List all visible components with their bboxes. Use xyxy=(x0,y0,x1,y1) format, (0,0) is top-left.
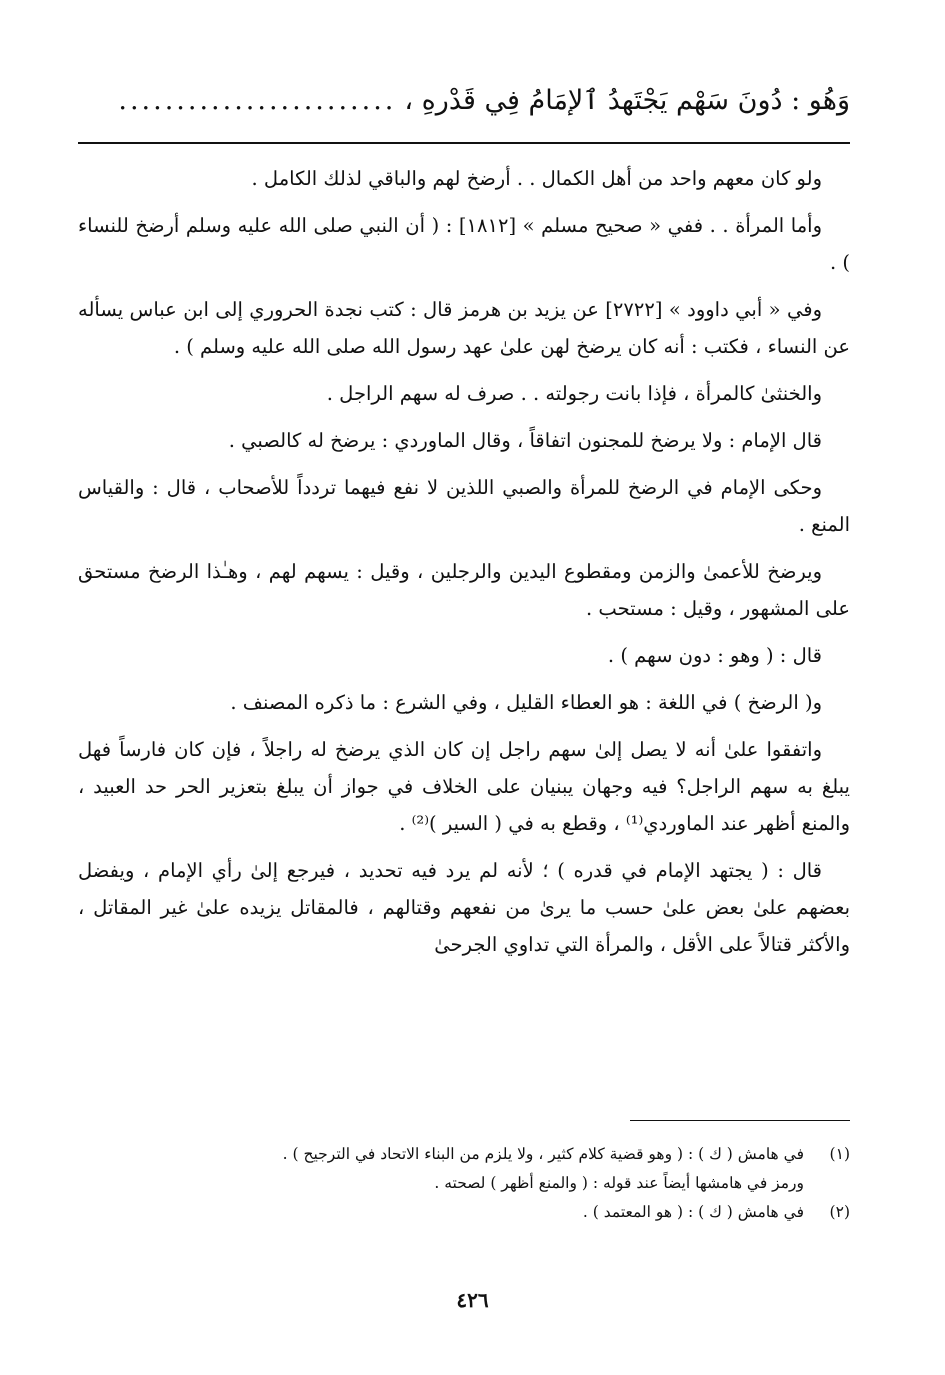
main-text xyxy=(78,160,850,973)
running-header-dots: ........................ xyxy=(118,85,397,116)
paragraph: ولو كان معهم واحد من أهل الكمال . . أرضخ لهم والباقي لذلك الكامل . xyxy=(251,167,822,190)
paragraph: ويرضخ للأعمىٰ والزمن ومقطوع اليدين والرجلين ، وقيل : يسهم لهم ، وهـٰذا الرضخ مستحق على المشهور ، وقيل : مستحب . xyxy=(78,560,850,620)
paragraph: و( الرضخ ) في اللغة : هو العطاء القليل ، وفي الشرع : ما ذكره المصنف . xyxy=(230,691,822,714)
paragraph: وحكى الإمام في الرضخ للمرأة والصبي اللذين لا نفع فيهما تردداً للأصحاب ، قال : والقياس المنع . xyxy=(78,476,850,536)
paragraph: قال الإمام : ولا يرضخ للمجنون اتفاقاً ، وقال الماوردي : يرضخ له كالصبي . xyxy=(228,429,822,452)
paragraph: واتفقوا علىٰ أنه لا يصل إلىٰ سهم راجل إن كان الذي يرضخ له راجلاً ، فإن كان فارساً فهل يبلغ به سهم الراجل؟ فيه وجهان يبنيان على الخلاف في جواز أن يبلغ بتعزير الحر حد العبيد ، والمنع أظهر عند الماوردي⁽¹⁾ ، وقطع به في ( السير )⁽²⁾ . xyxy=(78,738,850,835)
footnote-number: (١) xyxy=(829,1145,850,1163)
paragraph: وأما المرأة . . ففي « صحيح مسلم » [١٨١٢] : ( أن النبي صلى الله عليه وسلم أرضخ للنساء ) . xyxy=(78,214,850,274)
paragraph: قال : ( وهو : دون سهم ) . xyxy=(607,644,822,667)
footnote-text: في هامش ( ك ) : ( هو المعتمد ) . xyxy=(582,1203,804,1221)
running-header-title: وَهُو : دُونَ سَهْمٍ يَجْتَهِدُ ٱلإِمَامُ فِي قَدْرِهِ ، xyxy=(404,85,850,116)
footnote-rule xyxy=(630,1120,850,1121)
header-rule xyxy=(78,142,850,144)
paragraph: قال : ( يجتهد الإمام في قدره ) ؛ لأنه لم يرد فيه تحديد ، فيرجع إلىٰ رأي الإمام ، ويفضل بعضهم علىٰ بعض علىٰ حسب ما يرىٰ من نفعهم وقتالهم ، فالمقاتل يزيده علىٰ غير المقاتل ، والأكثر قتالاً على الأقل ، والمرأة التي تداوي الجرحىٰ xyxy=(78,859,850,956)
page-number: ٤٢٦ xyxy=(456,1288,489,1312)
footnote xyxy=(140,1198,850,1227)
footnote-number: (٢) xyxy=(829,1203,850,1221)
running-header xyxy=(78,70,850,116)
footnote-text: في هامش ( ك ) : ( وهو قضية كلام كثير ، ولا يلزم من البناء الاتحاد في الترجيح ) . xyxy=(282,1145,804,1163)
footnote-continuation: ورمز في هامشها أيضاً عند قوله : ( والمنع أظهر ) لصحته . xyxy=(434,1174,804,1192)
paragraph: والخنثىٰ كالمرأة ، فإذا بانت رجولته . . صرف له سهم الراجل . xyxy=(326,382,822,405)
paragraph: وفي « أبي داوود » [٢٧٢٢] عن يزيد بن هرمز قال : كتب نجدة الحروري إلى ابن عباس يسأله عن النساء ، فكتب : أنه كان يرضخ لهن علىٰ عهد رسول الله صلى الله عليه وسلم ) . xyxy=(78,298,850,358)
footnote xyxy=(140,1140,850,1169)
footnotes xyxy=(140,1140,850,1227)
